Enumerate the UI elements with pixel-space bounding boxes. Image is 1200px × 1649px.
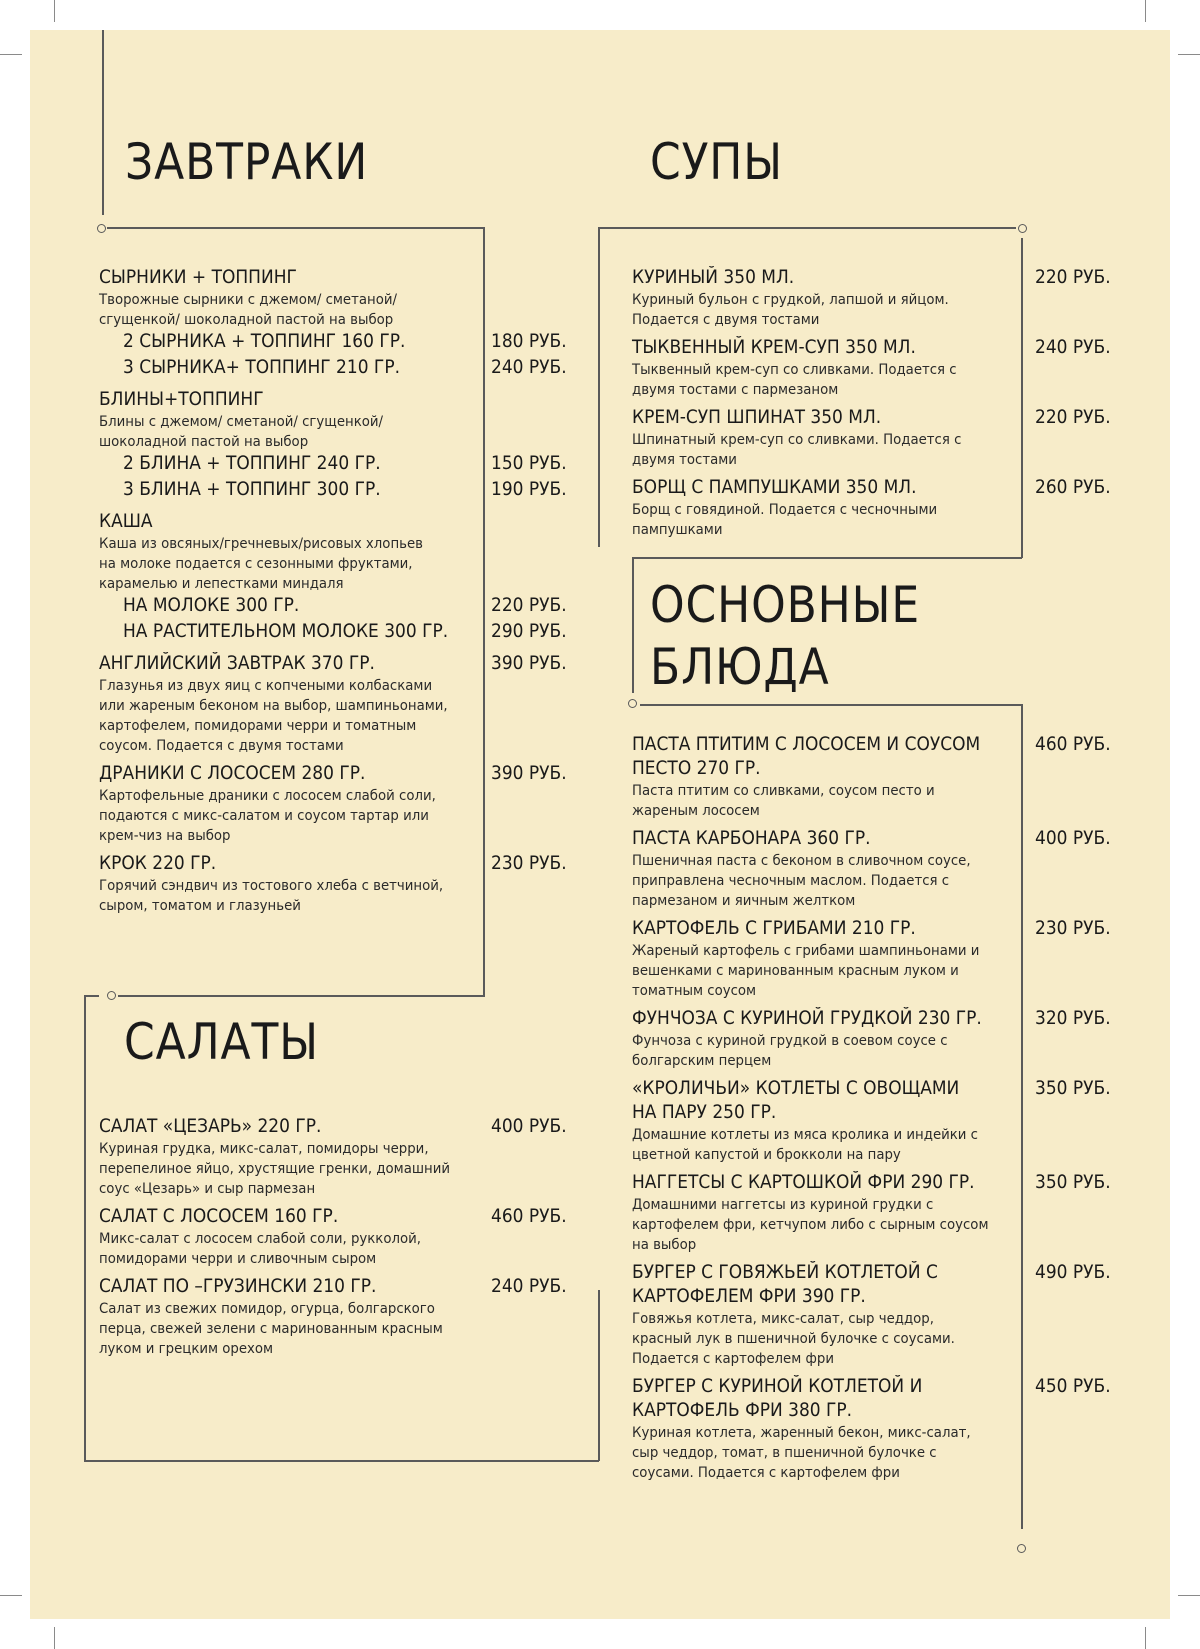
item-name: БУРГЕР С ГОВЯЖЬЕЙ КОТЛЕТОЙ С КАРТОФЕЛЕМ ФРИ 390 ГР. bbox=[632, 1262, 938, 1307]
price: 390 РУБ. bbox=[491, 763, 567, 784]
item-name: КАРТОФЕЛЬ С ГРИБАМИ 210 ГР. bbox=[632, 918, 916, 939]
item-name: КРЕМ-СУП ШПИНАТ 350 МЛ. bbox=[632, 407, 882, 428]
price: 460 РУБ. bbox=[491, 1206, 567, 1227]
item-name: ТЫКВЕННЫЙ КРЕМ-СУП 350 МЛ. bbox=[632, 337, 916, 358]
crop-mark-top-left-v bbox=[54, 0, 55, 22]
price: 220 РУБ. bbox=[491, 595, 567, 616]
item-variant bbox=[99, 330, 569, 356]
list-item bbox=[99, 1205, 569, 1269]
item-description: Говяжья котлета, микс-салат, сыр чеддор, красный лук в пшеничной булочке с соусами. Подается с картофелем фри bbox=[632, 1311, 955, 1367]
soups-bottom-rule bbox=[632, 557, 1022, 559]
breakfast-list bbox=[99, 266, 569, 922]
soups-heading: СУПЫ bbox=[650, 133, 783, 191]
item-description: Куриная грудка, микс-салат, помидоры черри, перепелиное яйцо, хрустящие гренки, домашний соус «Цезарь» и сыр пармезан bbox=[99, 1141, 450, 1197]
salads-top-left-rule bbox=[84, 995, 99, 997]
variant-name: 3 БЛИНА + ТОППИНГ 300 ГР. bbox=[123, 479, 381, 500]
price: 350 РУБ. bbox=[1035, 1172, 1111, 1193]
mains-heading-line2: БЛЮДА bbox=[650, 638, 830, 696]
soups-rule-dot bbox=[1018, 224, 1027, 233]
item-name: КРОК 220 ГР. bbox=[99, 853, 217, 874]
list-item bbox=[632, 917, 1132, 1001]
breakfast-heading: ЗАВТРАКИ bbox=[125, 133, 369, 191]
mains-heading-line1: ОСНОВНЫЕ bbox=[650, 576, 921, 634]
list-item bbox=[632, 1261, 1132, 1369]
breakfast-bottom-rule bbox=[118, 995, 484, 997]
list-item bbox=[99, 852, 569, 916]
list-item bbox=[99, 388, 569, 504]
list-item bbox=[632, 266, 1132, 330]
breakfast-rule-dot bbox=[97, 224, 106, 233]
list-item bbox=[632, 476, 1132, 540]
item-description: Блины с джемом/ сметаной/ сгущенкой/ шоколадной пастой на выбор bbox=[99, 414, 383, 450]
price: 220 РУБ. bbox=[1035, 407, 1111, 428]
price: 460 РУБ. bbox=[1035, 734, 1111, 755]
price: 230 РУБ. bbox=[491, 853, 567, 874]
mains-title-rule bbox=[632, 557, 634, 693]
price: 230 РУБ. bbox=[1035, 918, 1111, 939]
item-variant bbox=[99, 478, 569, 504]
variant-name: 2 СЫРНИКА + ТОППИНГ 160 ГР. bbox=[123, 331, 406, 352]
item-variant bbox=[99, 594, 569, 620]
price: 240 РУБ. bbox=[491, 357, 567, 378]
item-description: Горячий сэндвич из тостового хлеба с ветчиной, сыром, томатом и глазуньей bbox=[99, 878, 444, 914]
price: 180 РУБ. bbox=[491, 331, 567, 352]
item-name: САЛАТ С ЛОСОСЕМ 160 ГР. bbox=[99, 1206, 339, 1227]
list-item bbox=[632, 336, 1132, 400]
item-name: БОРЩ С ПАМПУШКАМИ 350 МЛ. bbox=[632, 477, 917, 498]
price: 190 РУБ. bbox=[491, 479, 567, 500]
item-description: Микс-салат с лососем слабой соли, рукколой, помидорами черри и сливочным сыром bbox=[99, 1231, 421, 1267]
price: 220 РУБ. bbox=[1035, 267, 1111, 288]
item-description: Глазунья из двух яиц с копчеными колбасками или жареным беконом на выбор, шампиньонами, картофелем, помидорами черри и томатным соусом. Подается с двумя тостами bbox=[99, 678, 448, 754]
price: 290 РУБ. bbox=[491, 621, 567, 642]
variant-name: 2 БЛИНА + ТОППИНГ 240 ГР. bbox=[123, 453, 381, 474]
crop-mark-top-right-v bbox=[1145, 0, 1146, 22]
list-item bbox=[99, 266, 569, 382]
soups-left-rule bbox=[598, 227, 600, 547]
breakfast-top-rule bbox=[107, 227, 484, 229]
variant-name: НА МОЛОКЕ 300 ГР. bbox=[123, 595, 300, 616]
price: 240 РУБ. bbox=[491, 1276, 567, 1297]
item-name: БУРГЕР С КУРИНОЙ КОТЛЕТОЙ И КАРТОФЕЛЬ ФРИ 380 ГР. bbox=[632, 1376, 923, 1421]
list-item bbox=[632, 1171, 1132, 1255]
salads-list bbox=[99, 1115, 569, 1365]
salads-heading: САЛАТЫ bbox=[124, 1013, 319, 1071]
item-name: БЛИНЫ+ТОППИНГ bbox=[99, 389, 264, 410]
item-description: Домашние котлеты из мяса кролика и индейки с цветной капустой и брокколи на пару bbox=[632, 1127, 979, 1163]
list-item bbox=[632, 1375, 1132, 1483]
item-description: Пшеничная паста с беконом в сливочном соусе, приправлена чесночным маслом. Подается с пармезаном и яичным желтком bbox=[632, 853, 971, 909]
salads-right-rule bbox=[598, 1290, 600, 1461]
list-item bbox=[99, 652, 569, 756]
list-item bbox=[99, 1275, 569, 1359]
crop-mark-bottom-left-h bbox=[0, 1595, 22, 1596]
mains-list bbox=[632, 733, 1132, 1489]
item-name: ФУНЧОЗА С КУРИНОЙ ГРУДКОЙ 230 ГР. bbox=[632, 1008, 982, 1029]
price: 150 РУБ. bbox=[491, 453, 567, 474]
price: 450 РУБ. bbox=[1035, 1376, 1111, 1397]
item-variant bbox=[99, 452, 569, 478]
price: 320 РУБ. bbox=[1035, 1008, 1111, 1029]
item-name: «КРОЛИЧЬИ» КОТЛЕТЫ С ОВОЩАМИ НА ПАРУ 250 ГР. bbox=[632, 1078, 960, 1123]
item-description: Картофельные драники с лососем слабой соли, подаются с микс-салатом и соусом тартар или крем-чиз на выбор bbox=[99, 788, 436, 844]
price: 390 РУБ. bbox=[491, 653, 567, 674]
item-description: Домашними наггетсы из куриной грудки с картофелем фри, кетчупом либо с сырным соусом на выбор bbox=[632, 1197, 989, 1253]
price: 400 РУБ. bbox=[1035, 828, 1111, 849]
list-item bbox=[632, 1077, 1132, 1165]
soups-list bbox=[632, 266, 1132, 546]
item-description: Каша из овсяных/гречневых/рисовых хлопьев на молоке подается с сезонными фруктами, карамелью и лепестками миндаля bbox=[99, 536, 424, 592]
list-item bbox=[632, 733, 1132, 821]
item-description: Паста птитим со сливками, соусом песто и жареным лососем bbox=[632, 783, 935, 819]
item-name: КУРИНЫЙ 350 МЛ. bbox=[632, 267, 795, 288]
price: 240 РУБ. bbox=[1035, 337, 1111, 358]
crop-mark-bottom-left-v bbox=[54, 1627, 55, 1649]
crop-mark-bottom-right-v bbox=[1145, 1627, 1146, 1649]
list-item bbox=[99, 1115, 569, 1199]
item-variant bbox=[99, 356, 569, 382]
crop-mark-bottom-right-h bbox=[1178, 1595, 1200, 1596]
item-description: Салат из свежих помидор, огурца, болгарского перца, свежей зелени с маринованным красным луком и грецким орехом bbox=[99, 1301, 443, 1357]
item-variant bbox=[99, 620, 569, 646]
item-description: Куриный бульон с грудкой, лапшой и яйцом. Подается с двумя тостами bbox=[632, 292, 949, 328]
salads-bottom-rule bbox=[84, 1460, 599, 1462]
item-description: Шпинатный крем-суп со сливками. Подается с двумя тостами bbox=[632, 432, 962, 468]
list-item bbox=[632, 827, 1132, 911]
item-name: САЛАТ ПО –ГРУЗИНСКИ 210 ГР. bbox=[99, 1276, 377, 1297]
item-description: Борщ с говядиной. Подается с чесночными пампушками bbox=[632, 502, 938, 538]
item-name: СЫРНИКИ + ТОППИНГ bbox=[99, 267, 297, 288]
item-name: ДРАНИКИ С ЛОСОСЕМ 280 ГР. bbox=[99, 763, 366, 784]
variant-name: НА РАСТИТЕЛЬНОМ МОЛОКЕ 300 ГР. bbox=[123, 621, 449, 642]
list-item bbox=[99, 510, 569, 646]
item-description: Куриная котлета, жаренный бекон, микс-салат, сыр чеддор, томат, в пшеничной булочке с соусами. Подается с картофелем фри bbox=[632, 1425, 971, 1481]
item-description: Жареный картофель с грибами шампиньонами и вешенками с маринованным красным луком и томатным соусом bbox=[632, 943, 980, 999]
mains-bottom-dot bbox=[1017, 1544, 1026, 1553]
item-name: САЛАТ «ЦЕЗАРЬ» 220 ГР. bbox=[99, 1116, 322, 1137]
item-name: ПАСТА КАРБОНАРА 360 ГР. bbox=[632, 828, 871, 849]
price: 490 РУБ. bbox=[1035, 1262, 1111, 1283]
item-description: Тыквенный крем-суп со сливками. Подается с двумя тостами с пармезаном bbox=[632, 362, 957, 398]
mains-top-rule bbox=[640, 704, 1022, 706]
crop-mark-top-left-h bbox=[0, 54, 22, 55]
salads-rule-dot bbox=[107, 991, 116, 1000]
breakfast-title-rule bbox=[102, 30, 104, 215]
soups-top-rule bbox=[598, 227, 1016, 229]
mains-rule-dot bbox=[628, 699, 637, 708]
variant-name: 3 СЫРНИКА+ ТОППИНГ 210 ГР. bbox=[123, 357, 400, 378]
salads-left-rule bbox=[84, 995, 86, 1461]
crop-mark-top-right-h bbox=[1178, 54, 1200, 55]
list-item bbox=[632, 1007, 1132, 1071]
item-name: ПАСТА ПТИТИМ С ЛОСОСЕМ И СОУСОМ ПЕСТО 270 ГР. bbox=[632, 734, 981, 779]
item-name: КАША bbox=[99, 511, 153, 532]
item-description: Творожные сырники с джемом/ сметаной/ сгущенкой/ шоколадной пастой на выбор bbox=[99, 292, 397, 328]
price: 260 РУБ. bbox=[1035, 477, 1111, 498]
list-item bbox=[632, 406, 1132, 470]
list-item bbox=[99, 762, 569, 846]
price: 400 РУБ. bbox=[491, 1116, 567, 1137]
item-name: АНГЛИЙСКИЙ ЗАВТРАК 370 ГР. bbox=[99, 653, 375, 674]
price: 350 РУБ. bbox=[1035, 1078, 1111, 1099]
item-description: Фунчоза с куриной грудкой в соевом соусе с болгарским перцем bbox=[632, 1033, 948, 1069]
item-name: НАГГЕТСЫ С КАРТОШКОЙ ФРИ 290 ГР. bbox=[632, 1172, 975, 1193]
